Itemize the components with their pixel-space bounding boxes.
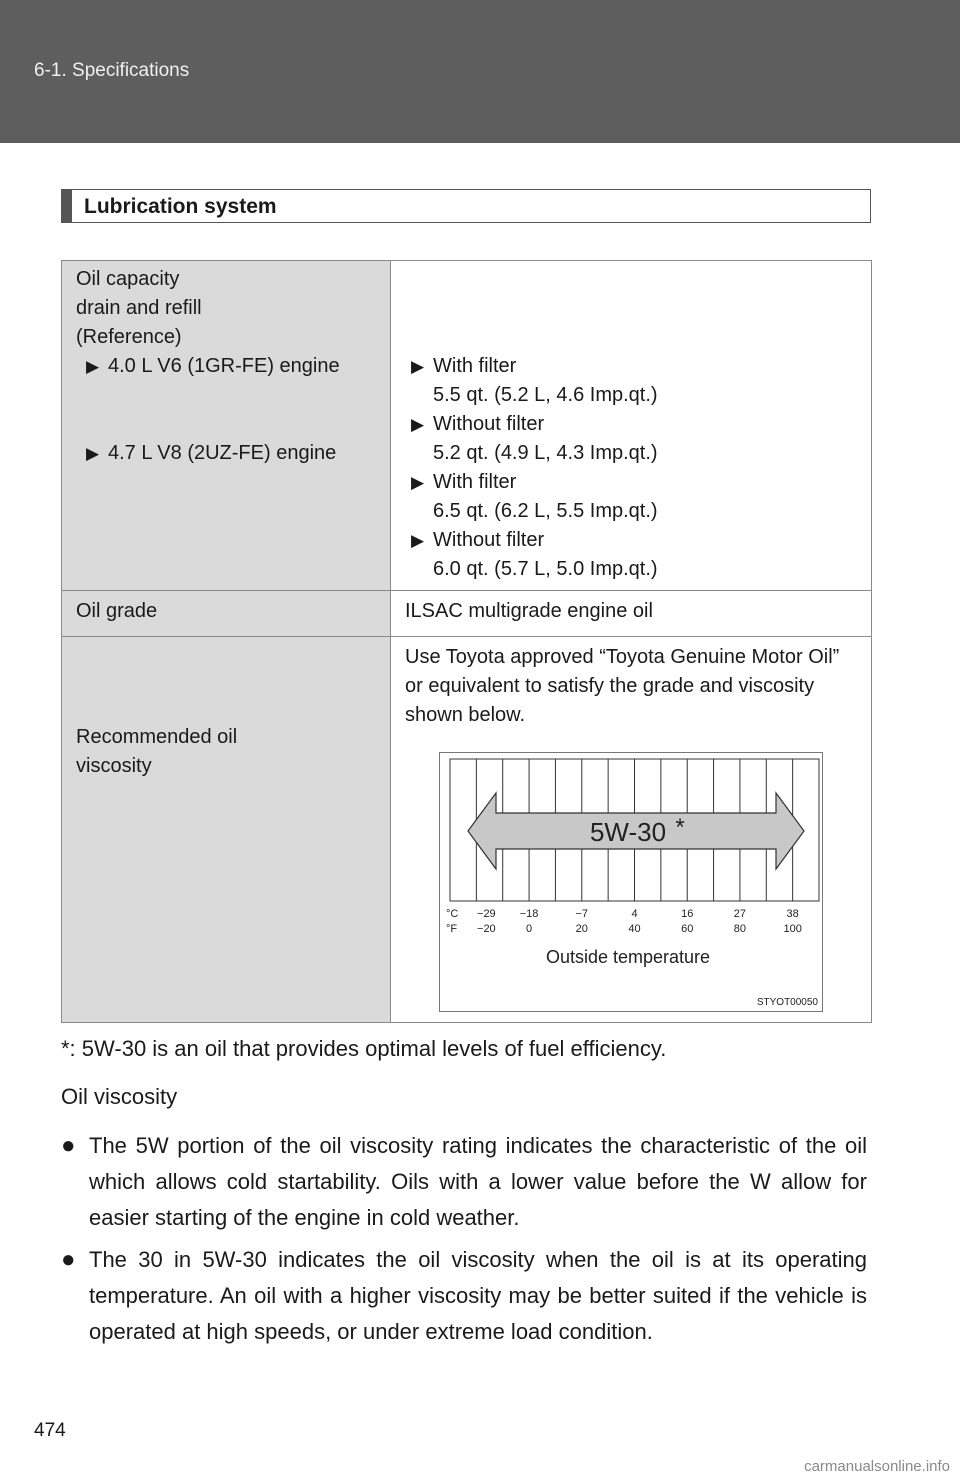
fahrenheit-tick-label: 80 (733, 923, 747, 935)
celsius-tick-label: 16 (681, 908, 694, 920)
viscosity-band-mark: * (675, 814, 685, 841)
chart-caption: Outside temperature (545, 947, 711, 967)
list-item (61, 1242, 867, 1350)
section-label: 6-1. Specifications (34, 60, 190, 81)
fahrenheit-tick-label: 20 (575, 923, 588, 935)
triangle-arrow-icon: ▶ (411, 415, 425, 434)
table-row-grade (62, 591, 872, 637)
bullet-dot-icon: ● (61, 1246, 76, 1273)
table-row-capacity (62, 261, 872, 591)
list-item (61, 1128, 867, 1236)
section-title-text: Lubrication system (84, 195, 277, 218)
v6-without-filter-value: 5.2 qt. (4.9 L, 4.3 Imp.qt.) (433, 442, 658, 464)
fahrenheit-unit-label: °F (446, 923, 458, 935)
celsius-tick-label: −18 (519, 908, 539, 920)
triangle-arrow-icon: ▶ (411, 357, 425, 376)
v8-with-filter-label: With filter (433, 471, 517, 493)
celsius-tick-label: 4 (631, 908, 638, 920)
footnote: *: 5W-30 is an oil that provides optimal levels of fuel efficiency. (61, 1036, 667, 1061)
watermark: carmanualsonline.info (804, 1458, 950, 1475)
v8-engine-label: 4.7 L V8 (2UZ-FE) engine (108, 442, 337, 464)
viscosity-chart-svg (440, 753, 822, 1011)
viscosity-value-cell (391, 637, 872, 1023)
viscosity-chart (439, 752, 823, 1012)
v8-without-filter-value: 6.0 qt. (5.7 L, 5.0 Imp.qt.) (433, 558, 658, 580)
celsius-unit-label: °C (446, 908, 459, 920)
section-title-bar (62, 190, 72, 222)
grade-value: ILSAC multigrade engine oil (405, 600, 653, 622)
capacity-label-line: (Reference) (76, 326, 182, 348)
subhead-oil-viscosity: Oil viscosity (61, 1084, 178, 1109)
v6-with-filter-label: With filter (433, 355, 517, 377)
viscosity-text: Use Toyota approved “Toyota Genuine Motor Oil” or equivalent to satisfy the grade and viscosity shown below. (405, 646, 840, 726)
figure-code: STYOT00050 (756, 997, 818, 1008)
v6-without-filter-label: Without filter (433, 413, 545, 435)
fahrenheit-tick-label: 0 (526, 923, 533, 935)
triangle-arrow-icon: ▶ (86, 357, 100, 376)
capacity-label-cell (62, 261, 391, 591)
triangle-arrow-icon: ▶ (411, 531, 425, 550)
grade-label: Oil grade (76, 600, 158, 622)
triangle-arrow-icon: ▶ (86, 444, 100, 463)
triangle-arrow-icon: ▶ (411, 473, 425, 492)
celsius-tick-label: −29 (477, 908, 496, 920)
v6-with-filter-value: 5.5 qt. (5.2 L, 4.6 Imp.qt.) (433, 384, 658, 406)
v8-without-filter-label: Without filter (433, 529, 545, 551)
grade-value-cell (391, 591, 872, 637)
capacity-label-line: Oil capacity (76, 268, 180, 290)
spec-table (61, 260, 872, 1023)
page-number: 474 (34, 1420, 66, 1441)
table-row-viscosity (62, 637, 872, 1023)
bullet-dot-icon: ● (61, 1132, 76, 1159)
celsius-tick-label: 27 (733, 908, 747, 920)
viscosity-label-cell (62, 637, 391, 1023)
fahrenheit-tick-label: −20 (477, 923, 496, 935)
fahrenheit-tick-label: 40 (628, 923, 641, 935)
fahrenheit-tick-label: 100 (783, 923, 802, 935)
list-item-text: The 30 in 5W-30 indicates the oil viscosity when the oil is at its operating temperature. An oil with a higher viscosity may be better suited if the vehicle is operated at high speeds, or under extreme load condition. (89, 1247, 867, 1344)
capacity-label-line: drain and refill (76, 297, 202, 319)
celsius-tick-label: 38 (786, 908, 799, 920)
viscosity-label-line: viscosity (76, 754, 152, 777)
list-item-text: The 5W portion of the oil viscosity rating indicates the characteristic of the oil which allows cold startability. Oils with a lower value before the W allow for easier starting of the engine in cold weather. (89, 1133, 867, 1230)
capacity-value-cell (391, 261, 872, 591)
v6-engine-label: 4.0 L V6 (1GR-FE) engine (108, 355, 340, 377)
celsius-tick-label: −7 (575, 908, 589, 920)
section-title (61, 189, 871, 223)
fahrenheit-tick-label: 60 (681, 923, 694, 935)
grade-label-cell (62, 591, 391, 637)
viscosity-band-label: 5W-30 (589, 817, 667, 847)
v8-with-filter-value: 6.5 qt. (6.2 L, 5.5 Imp.qt.) (433, 500, 658, 522)
header-band (0, 0, 960, 143)
viscosity-label-line: Recommended oil (76, 725, 238, 748)
